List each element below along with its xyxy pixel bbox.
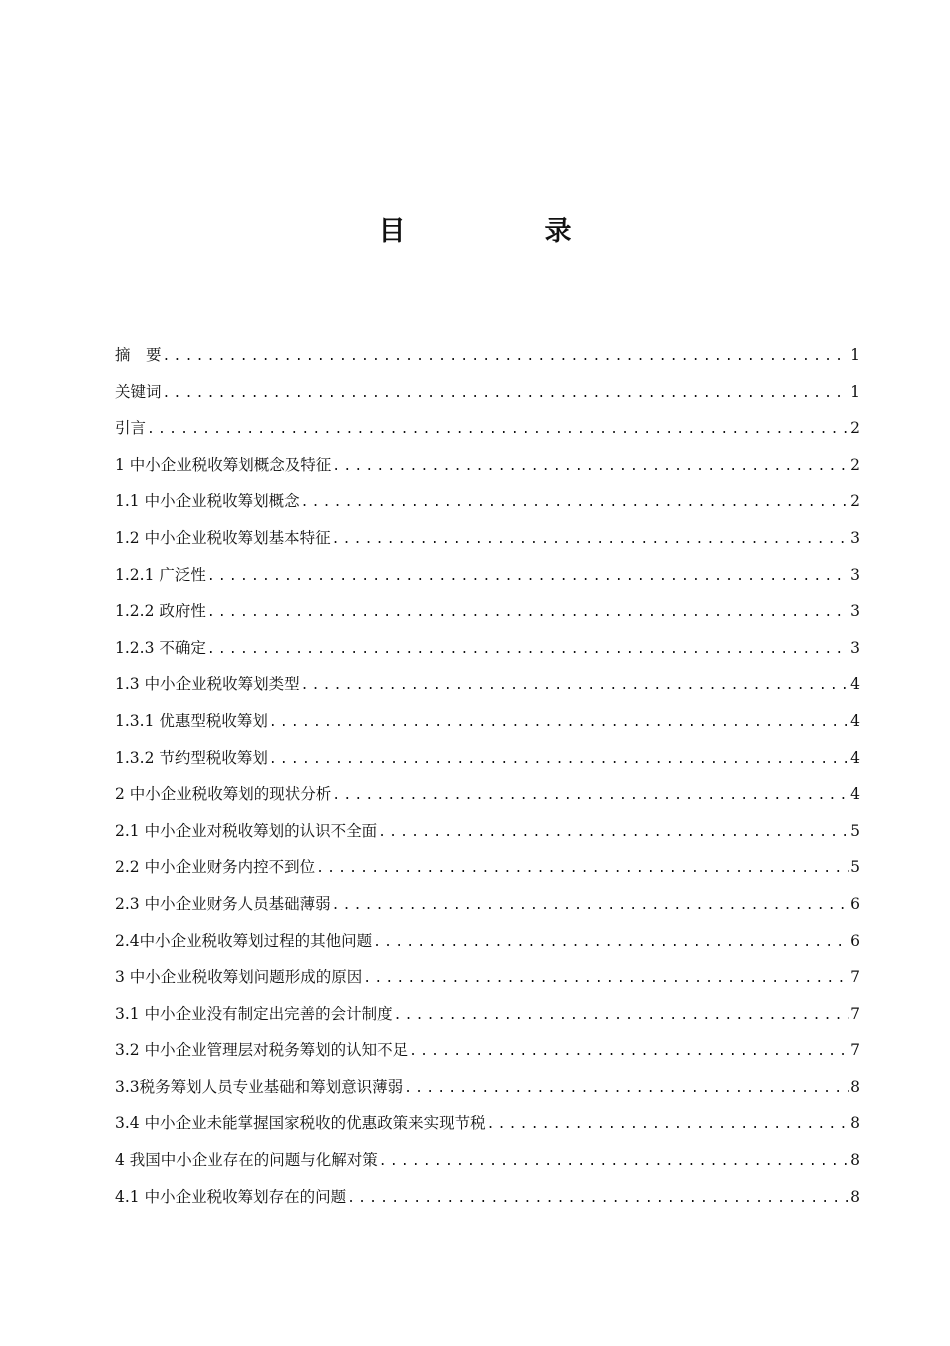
toc-label: 1.2 中小企业税收筹划基本特征 <box>115 528 331 547</box>
toc-label: 关键词 <box>115 382 162 401</box>
toc-leader-dots <box>379 1144 849 1179</box>
toc-page-number: 8 <box>850 1077 860 1096</box>
toc-label: 2.4中小企业税收筹划过程的其他问题 <box>115 931 373 950</box>
toc-page-number: 5 <box>850 821 860 840</box>
toc-row[interactable] <box>115 996 860 1033</box>
toc-page-number: 7 <box>850 1041 860 1060</box>
toc-leader-dots <box>347 1181 849 1216</box>
toc-leader-dots <box>163 376 849 411</box>
toc-leader-dots <box>207 595 849 630</box>
toc-leader-dots <box>269 742 849 777</box>
toc-leader-dots <box>487 1107 849 1142</box>
toc-leader-dots <box>332 522 849 557</box>
toc-label: 1.2.3 不确定 <box>115 638 206 657</box>
toc-label: 引言 <box>115 419 147 438</box>
toc-leader-dots <box>269 705 849 740</box>
toc-page-number: 3 <box>850 528 860 547</box>
toc-row[interactable] <box>115 483 860 520</box>
toc-page-number: 3 <box>850 638 860 657</box>
page-title: 目 录 <box>378 216 628 247</box>
toc-label: 1.2.2 政府性 <box>115 602 206 621</box>
toc-page-number: 8 <box>850 1187 860 1206</box>
toc-row[interactable] <box>115 374 860 411</box>
toc-page-number: 2 <box>850 492 860 511</box>
toc-label: 2 中小企业税收筹划的现状分析 <box>115 785 332 804</box>
toc-label: 4 我国中小企业存在的问题与化解对策 <box>115 1151 378 1170</box>
toc-label: 摘 要 <box>115 346 162 364</box>
toc-page-number: 2 <box>850 455 860 474</box>
toc-row[interactable] <box>115 520 860 557</box>
toc-leader-dots <box>332 449 849 484</box>
toc-page-number: 3 <box>850 565 860 584</box>
toc-label: 1.3.1 优惠型税收筹划 <box>115 711 268 730</box>
toc-row[interactable] <box>115 593 860 630</box>
toc-row[interactable] <box>115 666 860 703</box>
toc-leader-dots <box>301 668 849 703</box>
toc-page-number: 4 <box>850 675 860 694</box>
toc-leader-dots <box>373 925 849 960</box>
toc-label: 2.1 中小企业对税收筹划的认识不全面 <box>115 821 378 840</box>
toc-label: 3.1 中小企业没有制定出完善的会计制度 <box>115 1004 393 1023</box>
toc-page-number: 4 <box>850 748 860 767</box>
toc-label: 1.3 中小企业税收筹划类型 <box>115 675 300 694</box>
toc-leader-dots <box>207 632 849 667</box>
toc-label: 3 中小企业税收筹划问题形成的原因 <box>115 968 363 987</box>
toc-row[interactable] <box>115 557 860 594</box>
toc-page-number: 6 <box>850 931 860 950</box>
toc-label: 3.4 中小企业未能掌握国家税收的优惠政策来实现节税 <box>115 1114 486 1133</box>
toc-label: 4.1 中小企业税收筹划存在的问题 <box>115 1187 347 1206</box>
toc-label: 1.2.1 广泛性 <box>115 565 206 584</box>
toc-page-number: 4 <box>850 785 860 804</box>
toc-row[interactable] <box>115 1032 860 1069</box>
toc-page-number: 1 <box>850 346 860 364</box>
toc-page-number: 6 <box>850 894 860 913</box>
toc-leader-dots <box>394 998 849 1033</box>
toc-leader-dots <box>409 1034 849 1069</box>
toc-leader-dots <box>147 412 849 447</box>
toc-page-number: 8 <box>850 1151 860 1170</box>
toc-row[interactable] <box>115 447 860 484</box>
toc-leader-dots <box>378 815 849 850</box>
toc-leader-dots <box>163 339 849 374</box>
toc-row[interactable] <box>115 923 860 960</box>
toc-row[interactable] <box>115 410 860 447</box>
toc-row[interactable] <box>115 1069 860 1106</box>
toc-leader-dots <box>207 559 849 594</box>
toc-row[interactable] <box>115 337 860 374</box>
toc-leader-dots <box>332 888 849 923</box>
toc-label: 1.3.2 节约型税收筹划 <box>115 748 268 767</box>
table-of-contents <box>115 337 860 1215</box>
toc-row[interactable] <box>115 1142 860 1179</box>
toc-label: 2.2 中小企业财务内控不到位 <box>115 858 316 877</box>
toc-page-number: 4 <box>850 711 860 730</box>
toc-page-number: 7 <box>850 968 860 987</box>
toc-leader-dots <box>316 851 849 886</box>
toc-label: 2.3 中小企业财务人员基础薄弱 <box>115 894 331 913</box>
toc-page-number: 1 <box>850 382 860 401</box>
toc-row[interactable] <box>115 703 860 740</box>
toc-row[interactable] <box>115 849 860 886</box>
toc-row[interactable] <box>115 1179 860 1216</box>
toc-page-number: 7 <box>850 1004 860 1023</box>
toc-row[interactable] <box>115 740 860 777</box>
toc-page-number: 2 <box>850 419 860 438</box>
toc-row[interactable] <box>115 776 860 813</box>
toc-page-number: 3 <box>850 602 860 621</box>
toc-label: 1.1 中小企业税收筹划概念 <box>115 492 300 511</box>
toc-row[interactable] <box>115 813 860 850</box>
toc-leader-dots <box>363 961 849 996</box>
toc-row[interactable] <box>115 630 860 667</box>
toc-label: 1 中小企业税收筹划概念及特征 <box>115 455 332 474</box>
toc-page-number: 8 <box>850 1114 860 1133</box>
toc-row[interactable] <box>115 1105 860 1142</box>
toc-row[interactable] <box>115 959 860 996</box>
toc-leader-dots <box>332 778 849 813</box>
toc-label: 3.3税务筹划人员专业基础和筹划意识薄弱 <box>115 1077 404 1096</box>
toc-page-number: 5 <box>850 858 860 877</box>
toc-leader-dots <box>404 1071 849 1106</box>
toc-leader-dots <box>301 485 849 520</box>
toc-row[interactable] <box>115 886 860 923</box>
toc-label: 3.2 中小企业管理层对税务筹划的认知不足 <box>115 1041 409 1060</box>
